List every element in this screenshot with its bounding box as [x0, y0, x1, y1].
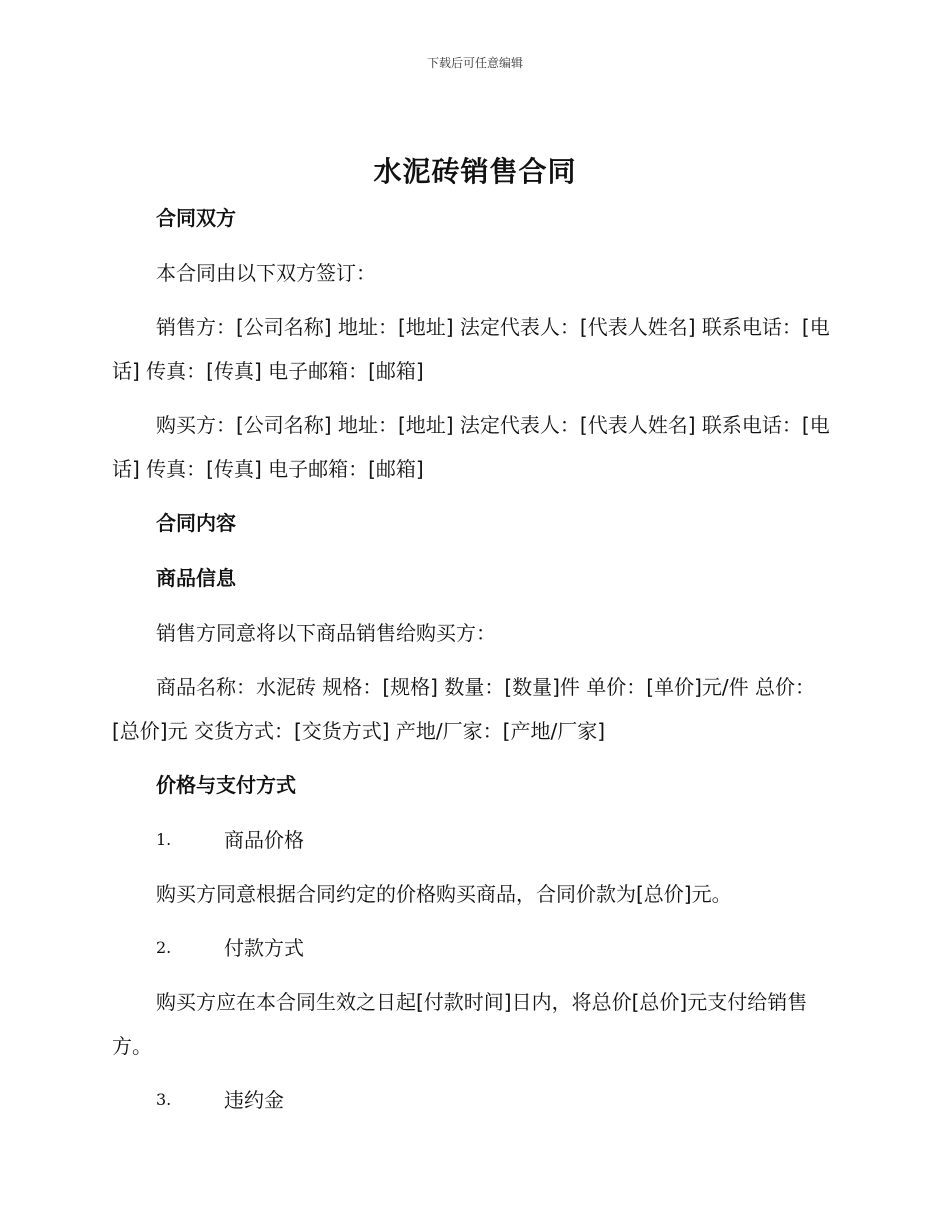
section-heading-goods: 商品信息 — [156, 566, 236, 590]
paragraph-payment-method: 购买方应在本合同生效之日起[付款时间]日内，将总价[总价]元支付给销售方。 — [112, 990, 808, 1058]
list-number: 2. — [156, 938, 172, 957]
section-heading-content: 合同内容 — [156, 511, 236, 535]
page-header-note: 下载后可任意编辑 — [426, 56, 523, 70]
list-item-price — [112, 818, 842, 862]
document-title: 水泥砖销售合同 — [373, 155, 577, 188]
paragraph-goods-intro: 销售方同意将以下商品销售给购买方： — [156, 621, 496, 645]
list-number: 3. — [156, 1090, 172, 1109]
section-heading-parties: 合同双方 — [156, 206, 236, 230]
list-label: 商品价格 — [224, 828, 304, 852]
list-label: 违约金 — [224, 1088, 284, 1112]
paragraph-goods-details: 商品名称：水泥砖 规格：[规格] 数量：[数量]件 单价：[单价]元/件 总价：[总价]元 交货方式：[交货方式] 产地/厂家：[产地/厂家] — [112, 675, 815, 743]
paragraph-buyer-info: 购买方：[公司名称] 地址：[地址] 法定代表人：[代表人姓名] 联系电话：[电话] 传真：[传真] 电子邮箱：[邮箱] — [112, 413, 830, 481]
paragraph-seller-info: 销售方：[公司名称] 地址：[地址] 法定代表人：[代表人姓名] 联系电话：[电话] 传真：[传真] 电子邮箱：[邮箱] — [112, 315, 830, 383]
list-label: 付款方式 — [224, 936, 304, 960]
list-number: 1. — [156, 830, 172, 849]
document-body — [112, 196, 842, 1132]
list-item-penalty — [112, 1078, 842, 1122]
paragraph-parties-intro: 本合同由以下双方签订： — [156, 261, 376, 285]
section-heading-payment: 价格与支付方式 — [156, 773, 296, 797]
list-item-payment-method — [112, 926, 842, 970]
paragraph-price: 购买方同意根据合同约定的价格购买商品，合同价款为[总价]元。 — [156, 882, 732, 906]
